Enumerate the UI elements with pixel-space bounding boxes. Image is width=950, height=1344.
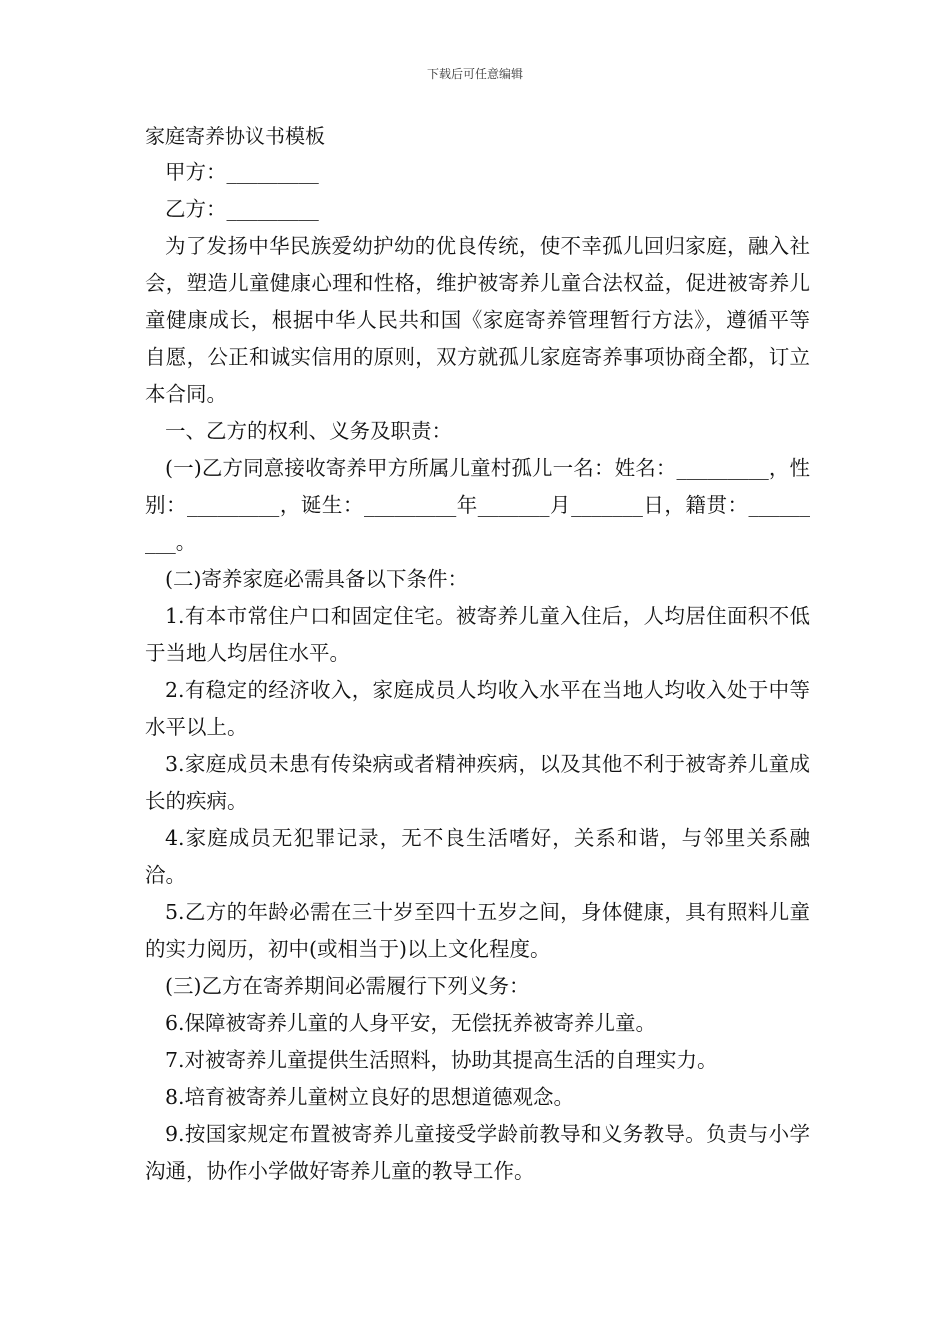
clause-obligations-heading: (三)乙方在寄养期间必需履行下列义务： — [165, 974, 530, 998]
obligation-item-7: 7.对被寄养儿童提供生活照料，协助其提高生活的自理实力。 — [165, 1048, 718, 1072]
obligation-item-6: 6.保障被寄养儿童的人身平安，无偿抚养被寄养儿童。 — [165, 1011, 657, 1035]
condition-item-1: 1.有本市常住户口和固定住宅。被寄养儿童入住后，人均居住面积不低于当地人均居住水平。 — [145, 604, 810, 665]
obligation-item-9: 9.按国家规定布置被寄养儿童接受学龄前教导和义务教导。负责与小学沟通，协作小学做好寄养儿童的教导工作。 — [145, 1122, 810, 1183]
condition-item-2: 2.有稳定的经济收入，家庭成员人均收入水平在当地人均收入处于中等水平以上。 — [145, 678, 810, 739]
document-body — [145, 118, 810, 1190]
document-title: 家庭寄养协议书模板 — [145, 124, 325, 148]
party-a-line: 甲方：_________ — [165, 160, 319, 184]
clause-conditions-heading: (二)寄养家庭必需具备以下条件： — [165, 567, 468, 591]
condition-item-3: 3.家庭成员未患有传染病或者精神疾病，以及其他不利于被寄养儿童成长的疾病。 — [145, 752, 810, 813]
party-b-line: 乙方：_________ — [165, 197, 319, 221]
section-heading-1: 一、乙方的权利、义务及职责： — [165, 419, 452, 443]
clause-child-info: (一)乙方同意接收寄养甲方所属儿童村孤儿一名：姓名：_________，性别：_________，诞生：_________年_______月_______日，籍贯：_________。 — [145, 456, 810, 554]
obligation-item-8: 8.培育被寄养儿童树立良好的思想道德观念。 — [165, 1085, 575, 1109]
condition-item-4: 4.家庭成员无犯罪记录，无不良生活嗜好，关系和谐，与邻里关系融洽。 — [145, 826, 810, 887]
page-header: 下载后可任意编辑 — [426, 67, 523, 81]
preamble-paragraph: 为了发扬中华民族爱幼护幼的优良传统，使不幸孤儿回归家庭，融入社会，塑造儿童健康心理和性格，维护被寄养儿童合法权益，促进被寄养儿童健康成长，根据中华人民共和国《家庭寄养管理暂行方法》，遵循平等自愿，公正和诚实信用的原则，双方就孤儿家庭寄养事项协商全都，订立本合同。 — [145, 234, 810, 406]
condition-item-5: 5.乙方的年龄必需在三十岁至四十五岁之间，身体健康，具有照料儿童的实力阅历，初中(或相当于)以上文化程度。 — [145, 900, 810, 961]
